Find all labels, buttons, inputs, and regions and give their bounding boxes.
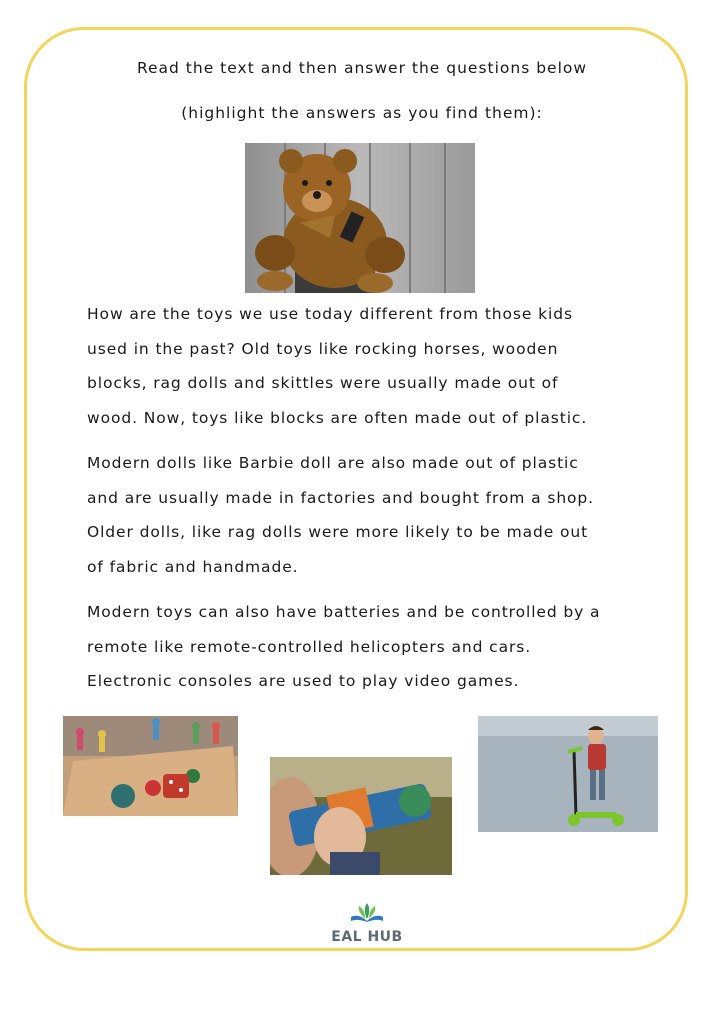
paragraph-1-line-4: wood. Now, toys like blocks are often made out of plastic. [87,408,588,427]
kaleidoscope-image [270,757,452,875]
paragraph-2-line-4: of fabric and handmade. [87,557,299,576]
paragraph-2-line-3: Older dolls, like rag dolls were more likely to be made out [87,523,589,541]
paragraph-1-line-3: blocks, rag dolls and skittles were usually made out of [87,374,559,392]
paragraph-1 [87,297,647,435]
instruction-line-2: (highlight the answers as you find them): [181,104,543,122]
paragraph-2-line-1: Modern dolls like Barbie doll are also made out of plastic [87,454,579,472]
paragraph-3-line-3: Electronic consoles are used to play video games. [87,672,520,690]
book-leaf-icon [350,903,384,923]
scooter-boy-image [478,716,658,832]
paragraph-3 [87,595,647,699]
logo-text: EAL HUB [331,929,403,945]
teddy-bear-image [245,143,475,293]
eal-hub-logo [322,903,412,945]
paragraph-2 [87,446,647,584]
paragraph-2-line-2: and are usually made in factories and bought from a shop. [87,488,594,507]
paragraph-3-line-2: remote like remote-controlled helicopters and cars. [87,637,532,656]
instruction-line-1: Read the text and then answer the questions below [136,59,588,77]
board-game-image [63,716,238,816]
paragraph-1-line-1: How are the toys we use today different from those kids [87,305,573,323]
paragraph-3-line-1: Modern toys can also have batteries and be controlled by a [87,603,601,621]
paragraph-1-line-2: used in the past? Old toys like rocking horses, wooden [87,339,559,358]
